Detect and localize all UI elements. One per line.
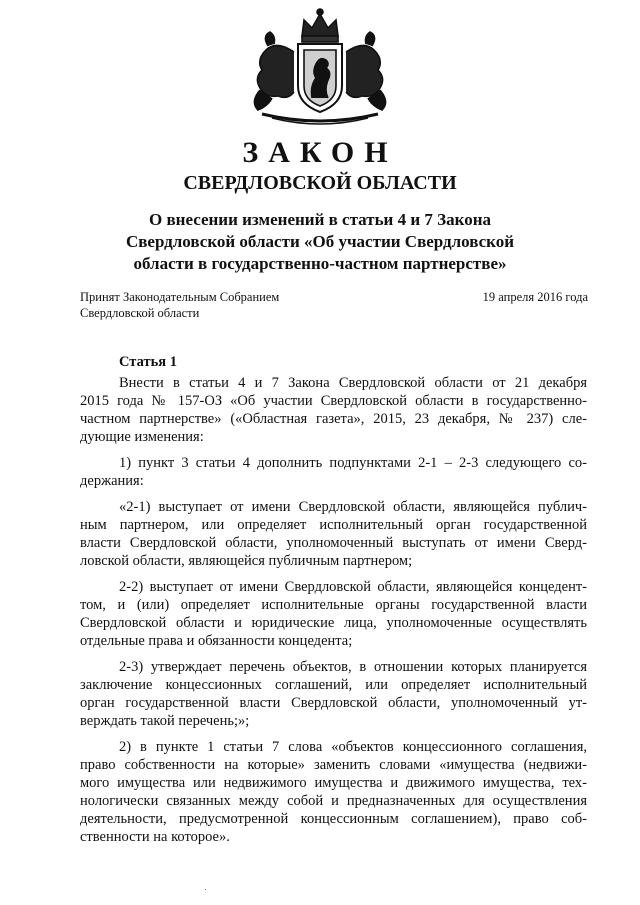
paragraph-line: Внести в статьи 4 и 7 Закона Свердловской области от 21 декабря: [119, 375, 587, 391]
paragraph-line: дующие изменения:: [80, 429, 204, 445]
paragraph-line: ным партнером, или определяет исполнительный орган государственной: [80, 517, 587, 533]
paragraph-line: право собственности на которые» заменить словами «имущества (недвижи-: [80, 757, 587, 773]
article-paragraph: [80, 738, 587, 846]
paragraph-line: 2015 года № 157-ОЗ «Об участии Свердловской области в государственно-: [80, 393, 587, 409]
paragraph-line: ственности на которое».: [80, 829, 230, 845]
paragraph-line: держания:: [80, 473, 144, 489]
paragraph-line: нологически связанных между собой и предназначенных для осуществления: [80, 793, 587, 809]
heading-line: О внесении изменений в статьи 4 и 7 Закона: [149, 210, 491, 229]
heading-line: области в государственно-частном партнерстве»: [133, 254, 507, 273]
paragraph-line: мого имущества или недвижимого имущества и движимого имущества, тех-: [80, 775, 587, 791]
paragraph-line: заключение концессионных соглашений, или определяет исполнительный: [80, 677, 587, 693]
paragraph-line: отдельные права и обязанности концедента;: [80, 633, 353, 649]
law-title: ЗАКОН: [242, 136, 398, 169]
paragraph-line: деятельности, предусмотренной концессионным соглашением), право соб-: [80, 811, 587, 827]
adoption-authority: [80, 289, 279, 321]
document-heading: [100, 209, 540, 275]
article-paragraph: [80, 498, 587, 570]
region-subtitle: СВЕРДЛОВСКОЙ ОБЛАСТИ: [183, 172, 457, 194]
paragraph-line: власти Свердловской области, уполномоченный выступать от имени Сверд-: [80, 535, 587, 551]
adoption-line: Свердловской области: [80, 306, 200, 320]
paragraph-line: Свердловской области и юридические лица, уполномоченные осуществлять: [80, 615, 587, 631]
adoption-line: Принят Законодательным Собранием: [80, 290, 280, 304]
heading-line: Свердловской области «Об участии Свердловской: [125, 232, 515, 251]
article-paragraph: [80, 374, 587, 446]
paragraph-line: частном партнерстве» («Областная газета», 2015, 23 декабря, № 237) сле-: [80, 411, 587, 427]
article-paragraph: [80, 658, 587, 730]
article-paragraph: [80, 578, 587, 650]
paragraph-line: том, и (или) определяет исполнительные органы государственной власти: [80, 597, 587, 613]
paragraph-line: 2-2) выступает от имени Свердловской области, являющейся концедент-: [119, 579, 587, 595]
paragraph-line: ловской области, являющейся публичным партнером;: [80, 553, 413, 569]
scan-speck: [205, 889, 206, 890]
paragraph-line: 1) пункт 3 статьи 4 дополнить подпунктами 2-1 – 2-3 следующего со-: [119, 455, 587, 471]
adoption-date: 19 апреля 2016 года: [482, 290, 588, 304]
paragraph-line: 2-3) утверждает перечень объектов, в отношении которых планируется: [119, 659, 587, 675]
article-body: [80, 374, 587, 854]
paragraph-line: «2-1) выступает от имени Свердловской области, являющейся публич-: [119, 499, 587, 515]
coat-of-arms-emblem: [232, 6, 408, 128]
article-title: Статья 1: [119, 354, 177, 370]
article-paragraph: [80, 454, 587, 490]
paragraph-line: 2) в пункте 1 статьи 7 слова «объектов концессионного соглашения,: [119, 739, 587, 755]
paragraph-line: верждать такой перечень;»;: [80, 713, 250, 729]
paragraph-line: орган государственной власти Свердловской области, уполномоченный ут-: [80, 695, 587, 711]
